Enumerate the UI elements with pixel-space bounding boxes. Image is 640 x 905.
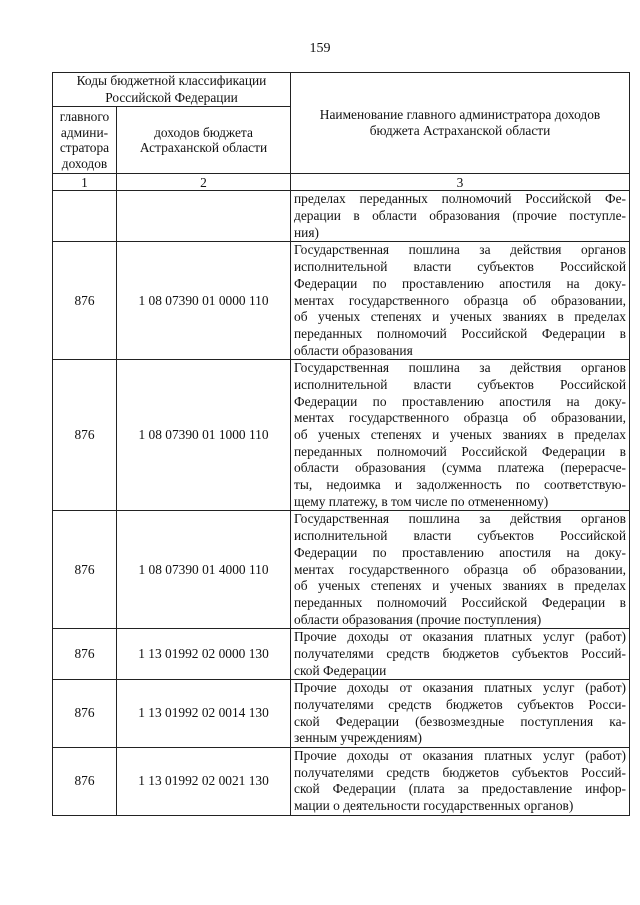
name-line: получателями средств бюджетов субъектов Россий- [294, 645, 627, 661]
name-line: ской Федерации (плата за предоставление инфор- [294, 781, 627, 797]
name-line: об ученых степенях и ученых званиях в пределах [294, 427, 627, 443]
administrator-name-cell [291, 748, 630, 816]
name-line: Федерации по проставлению апостиля на доку- [294, 275, 627, 291]
administrator-name-cell [291, 191, 630, 242]
revenue-code-cell: 1 13 01992 02 0014 130 [117, 680, 291, 748]
name-line: исполнительной власти субъектов Российской [294, 528, 627, 544]
name-line: Прочие доходы от оказания платных услуг (работ) [294, 629, 627, 645]
name-line: Государственная пошлина за действия органов [294, 511, 627, 527]
name-line: ской Федерации [294, 662, 387, 678]
revenue-code-cell: 1 13 01992 02 0000 130 [117, 629, 291, 680]
header-col-number-1: 1 [53, 174, 117, 191]
header-col1-line2: админи- [60, 124, 109, 140]
name-line: Федерации по проставлению апостиля на доку- [294, 544, 627, 560]
name-line: Прочие доходы от оказания платных услуг (работ) [294, 748, 627, 764]
name-line: Государственная пошлина за действия органов [294, 242, 627, 258]
name-line: переданных полномочий Российской Федерации в [294, 594, 627, 610]
name-line: Государственная пошлина за действия органов [294, 360, 627, 376]
revenue-code-cell: 1 08 07390 01 1000 110 [117, 360, 291, 511]
header-col3-line2: бюджета Астраханской области [369, 123, 551, 139]
admin-code-cell: 876 [53, 242, 117, 360]
revenue-code-cell: 1 13 01992 02 0021 130 [117, 748, 291, 816]
table-row [53, 360, 630, 511]
name-line: области образования (прочие поступления) [294, 611, 542, 627]
name-line: исполнительной власти субъектов Российской [294, 259, 627, 275]
header-col1-line3: стратора [59, 140, 110, 156]
header-col-number-2: 2 [117, 174, 291, 191]
name-line: исполнительной власти субъектов Российской [294, 376, 627, 392]
admin-code-cell [53, 191, 117, 242]
header-col1-title [53, 107, 117, 174]
header-col1-line4: доходов [61, 155, 108, 171]
header-col1-line1: главного [59, 109, 110, 125]
name-line: ты, недоимка и задолженность по соответствую- [294, 477, 627, 493]
name-line: ской Федерации (безвозмездные поступления ка- [294, 713, 627, 729]
name-line: ментах государственного образца об образовании, [294, 410, 627, 426]
name-line: переданных полномочий Российской Федерации в [294, 325, 627, 341]
name-line: получателями средств бюджетов субъектов Россий- [294, 764, 627, 780]
name-line: об ученых степенях и ученых званиях в пределах [294, 578, 627, 594]
name-line: ния) [294, 224, 319, 240]
administrator-name-cell [291, 511, 630, 629]
header-group-title-line2: Российской Федерации [105, 89, 238, 105]
name-line: дерации в области образования (прочие поступле- [294, 208, 627, 224]
header-col2-line2: Астраханской области [139, 140, 268, 156]
name-line: мации о деятельности государственных органов) [294, 798, 574, 814]
header-row-numbers [53, 174, 630, 191]
revenue-code-cell: 1 08 07390 01 4000 110 [117, 511, 291, 629]
admin-code-cell: 876 [53, 748, 117, 816]
administrator-name-cell [291, 360, 630, 511]
table-row [53, 191, 630, 242]
administrator-name-cell [291, 242, 630, 360]
admin-code-cell: 876 [53, 360, 117, 511]
administrator-name-cell [291, 629, 630, 680]
name-line: щему платежу, в том числе по отмененному) [294, 493, 549, 509]
name-line: области образования [294, 342, 413, 358]
name-line: области образования (сумма платежа (перерасче- [294, 460, 627, 476]
administrator-name-cell [291, 680, 630, 748]
header-col2-title [117, 107, 291, 174]
revenue-code-cell [117, 191, 291, 242]
header-col3-line1: Наименование главного администратора доходов [319, 106, 601, 122]
header-col2-line1: доходов бюджета [154, 124, 253, 140]
revenue-code-cell: 1 08 07390 01 0000 110 [117, 242, 291, 360]
budget-classification-table [52, 72, 630, 816]
header-group-title [53, 73, 291, 107]
name-line: ментах государственного образца об образовании, [294, 292, 627, 308]
name-line: пределах переданных полномочий Российской Фе- [294, 191, 627, 207]
header-col-number-3: 3 [291, 174, 630, 191]
name-line: Прочие доходы от оказания платных услуг (работ) [294, 680, 627, 696]
name-line: переданных полномочий Российской Федерации в [294, 443, 627, 459]
name-line: об ученых степенях и ученых званиях в пределах [294, 309, 627, 325]
name-line: Федерации по проставлению апостиля на доку- [294, 393, 627, 409]
table-row [53, 629, 630, 680]
admin-code-cell: 876 [53, 511, 117, 629]
header-group-title-line1: Коды бюджетной классификации [76, 73, 267, 88]
admin-code-cell: 876 [53, 629, 117, 680]
name-line: ментах государственного образца об образовании, [294, 561, 627, 577]
table-row [53, 680, 630, 748]
header-col3-title [291, 73, 630, 174]
name-line: зенным учреждениям) [294, 730, 422, 746]
header-row-group [53, 73, 630, 107]
table-row [53, 511, 630, 629]
page-number: 159 [309, 41, 331, 56]
admin-code-cell: 876 [53, 680, 117, 748]
name-line: получателями средств бюджетов субъектов Росси- [294, 697, 627, 713]
table-body [53, 73, 630, 816]
table-row [53, 748, 630, 816]
table-row [53, 242, 630, 360]
